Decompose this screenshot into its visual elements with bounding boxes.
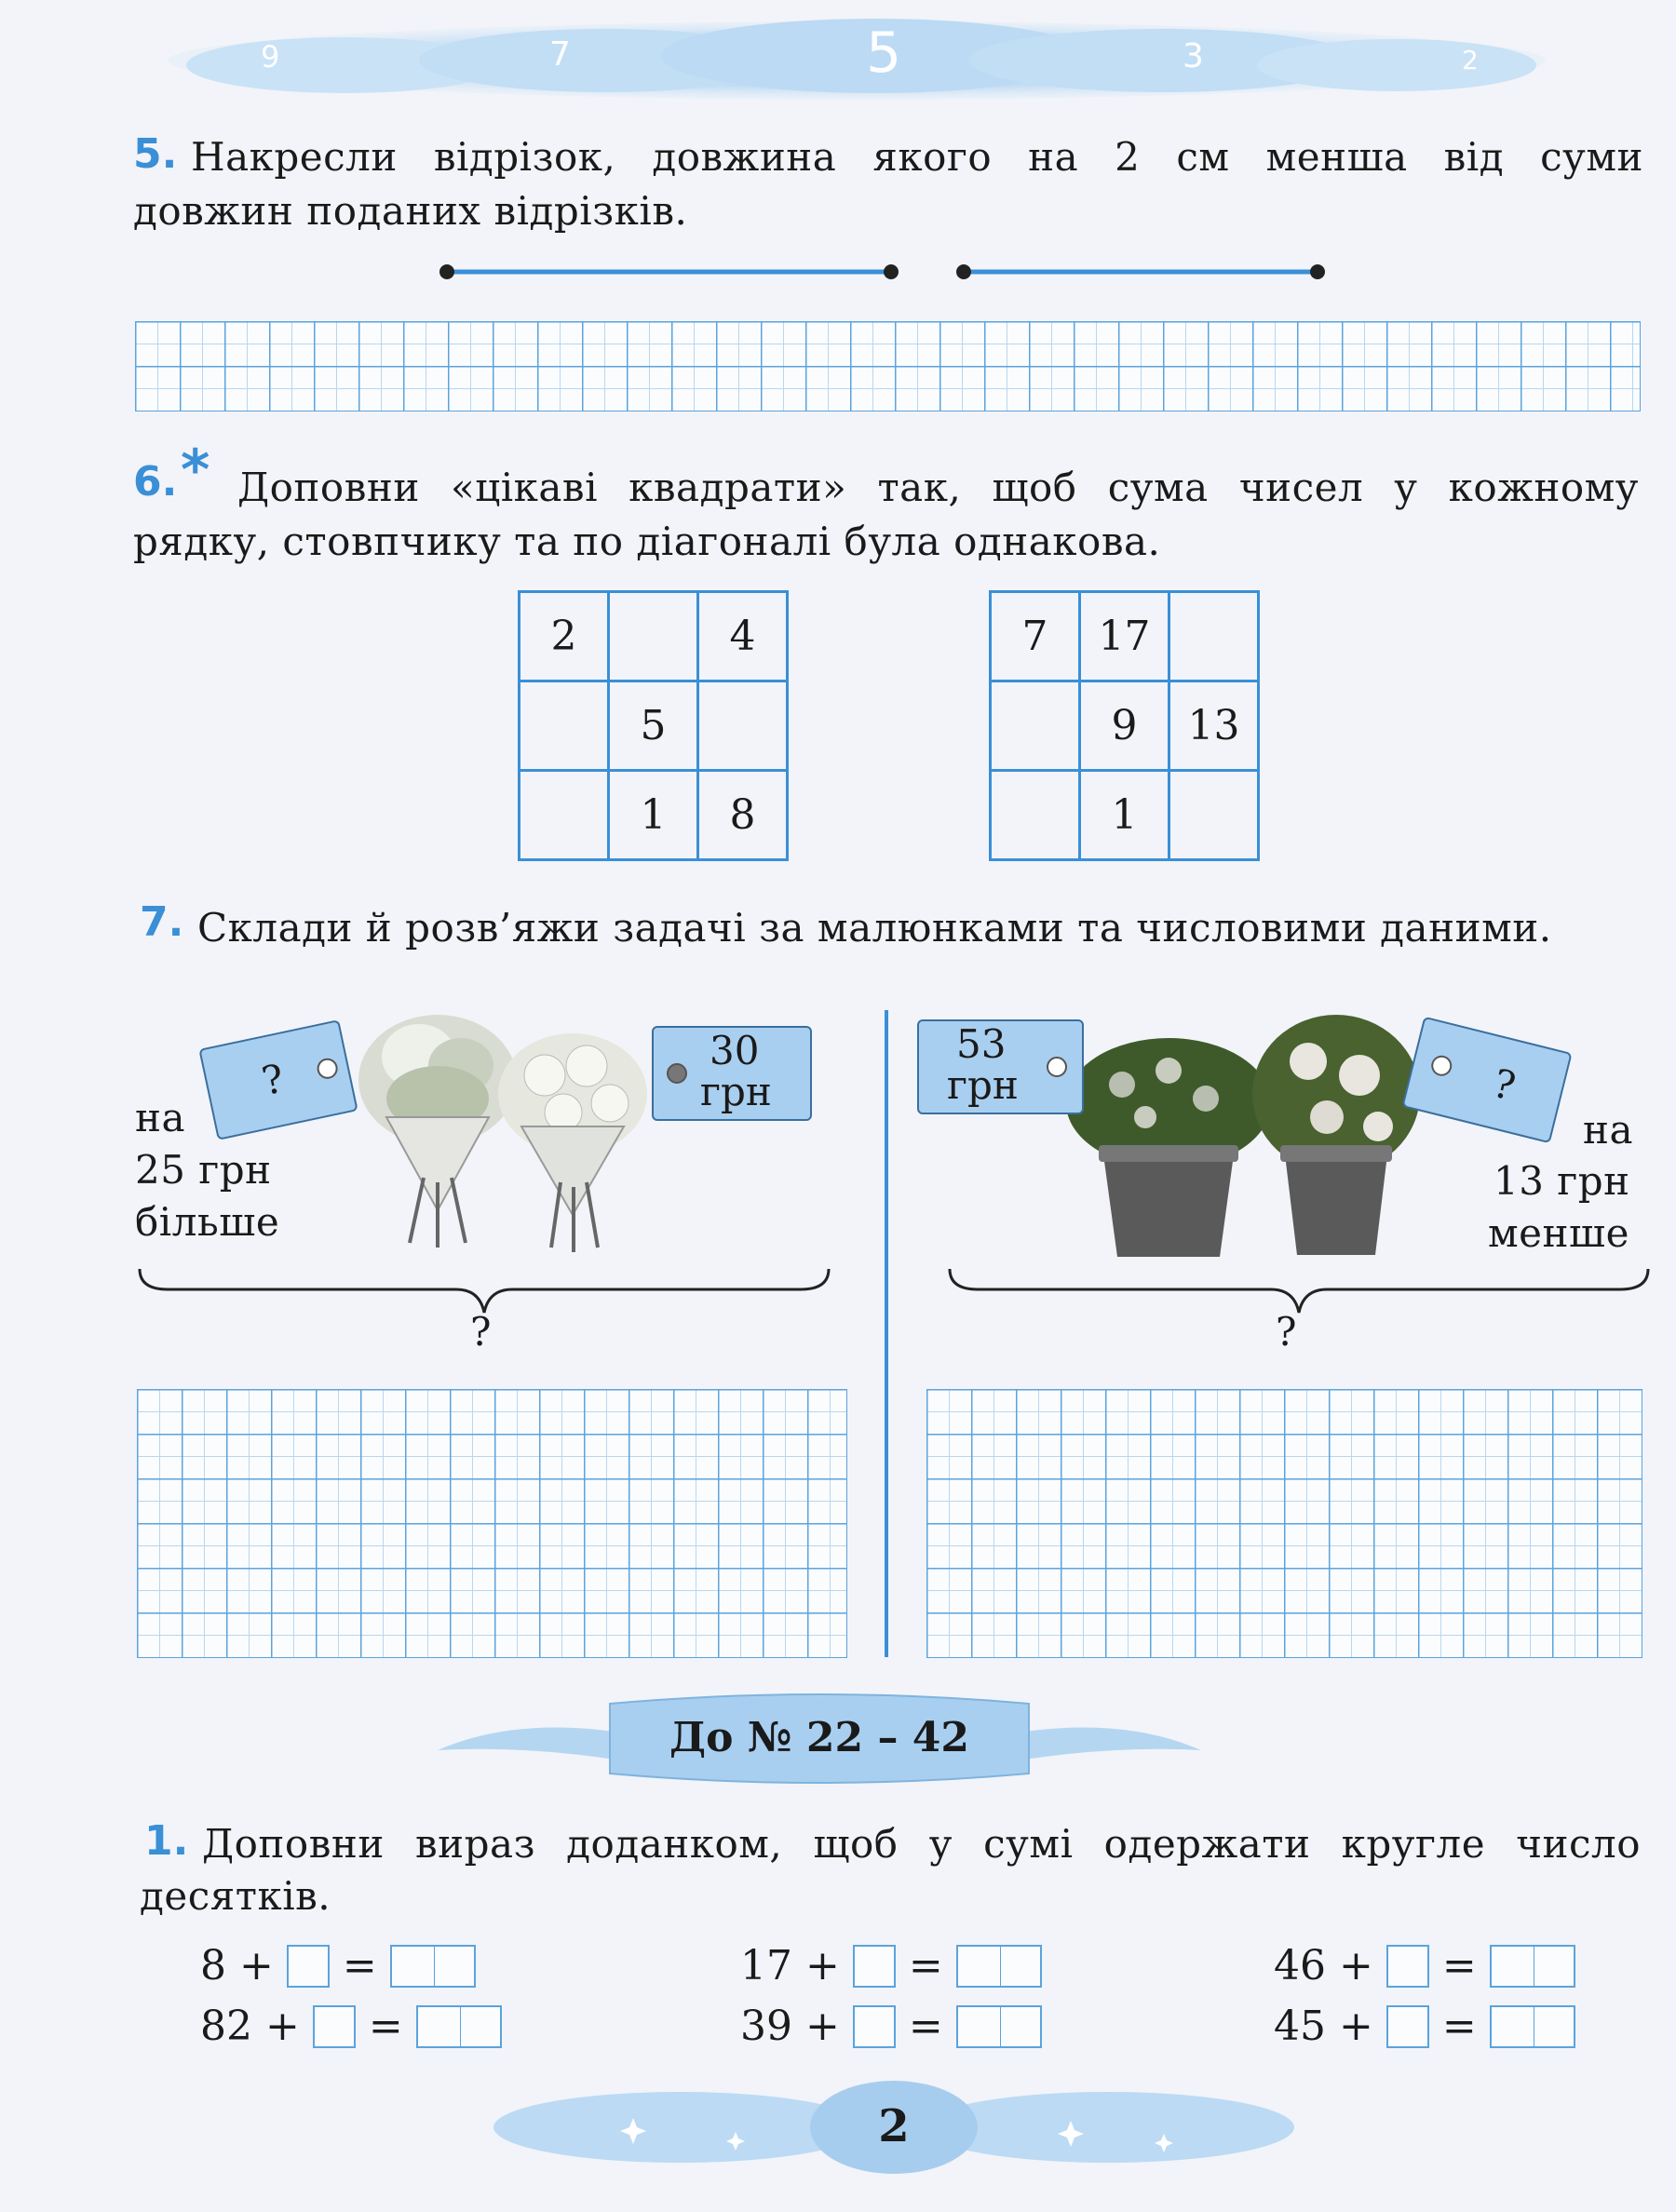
expression-6-eq: = [1441,2003,1477,2050]
magic2-cell[interactable]: 1 [1080,771,1169,860]
addend-box[interactable] [853,2005,896,2048]
header-digit-2: 7 [549,35,571,74]
magic2-cell[interactable]: 9 [1080,681,1169,771]
sum-box[interactable] [390,1945,476,1988]
left-answer-grid[interactable] [137,1389,847,1658]
expression-2 [740,1939,1042,1989]
expression-5-eq: = [908,2003,943,2050]
bouquet-2 [498,1033,647,1252]
magic-square-2 [989,590,1260,861]
expression-4-eq: = [368,2003,403,2050]
expression-6-term: 45 + [1274,2003,1373,2050]
price-tag-53-line2: грн [947,1062,1019,1108]
task6-star: * [181,438,210,503]
potted-plant-1 [1066,1038,1271,1257]
magic2-cell[interactable]: 13 [1169,681,1259,771]
bouquet-illustration [345,978,661,1257]
price-tag-53-line1: 53 [956,1021,1007,1067]
right-note-line2: 13 грн [1494,1158,1630,1204]
price-tag-30-line2: грн [700,1069,772,1114]
sum-box[interactable] [956,1945,1042,1988]
price-tag-unknown-left [198,1019,358,1140]
header-digit-5: 2 [1462,45,1479,75]
task7-divider [885,1010,888,1657]
header-digit-1: 9 [261,39,280,74]
sum-box[interactable] [956,2005,1042,2048]
segment-1-end [884,264,899,279]
magic1-cell[interactable]: 5 [609,681,698,771]
magic1-cell[interactable]: 8 [698,771,788,860]
addend-box[interactable] [313,2005,356,2048]
addend-box[interactable] [1386,2005,1429,2048]
task1-text-line1: Доповни вираз доданком, щоб у сумі одержати кругле число [202,1821,1641,1867]
potted-flowers-illustration [1048,996,1420,1261]
segment-1-start [439,264,454,279]
expression-1-term: 8 + [200,1942,274,1989]
header-digit-4: 3 [1183,37,1204,75]
right-brace-label: ? [1276,1309,1298,1355]
magic2-cell[interactable] [1169,592,1259,681]
segment-2-end [1310,264,1325,279]
task5-answer-grid[interactable] [135,321,1641,411]
addend-box[interactable] [287,1945,330,1988]
right-note-line1: на [1583,1107,1634,1153]
task5-text-line1: Накресли відрізок, довжина якого на 2 см менша від суми [191,134,1643,180]
price-tag-unknown-right [1401,1017,1572,1144]
task1-number: 1. [144,1817,189,1865]
expression-5 [740,2000,1042,2050]
tag-hole [1429,1053,1454,1078]
right-brace [940,1261,1657,1317]
task6-number: 6. [133,458,178,506]
task6-text-line1: Доповни «цікаві квадрати» так, щоб сума чисел у кожному [237,465,1639,510]
header-cloud [158,9,1555,112]
magic1-cell[interactable] [520,681,609,771]
magic2-cell[interactable]: 7 [991,592,1080,681]
banner-text: До № 22 – 42 [669,1714,970,1761]
task7-number: 7. [140,898,184,946]
header-digit-3: 5 [866,20,902,86]
task7-text: Склади й розв’яжи задачі за малюнками та числовими даними. [197,905,1552,951]
addend-box[interactable] [1386,1945,1429,1988]
expression-1 [200,1939,476,1989]
expression-4 [200,2000,502,2050]
magic2-cell[interactable] [991,681,1080,771]
price-tag-30 [652,1026,812,1121]
segment-2-start [956,264,971,279]
section-banner [428,1680,1210,1797]
magic2-cell[interactable] [991,771,1080,860]
magic1-cell[interactable]: 2 [520,592,609,681]
magic-square-1 [518,590,789,861]
potted-plant-2 [1252,1015,1420,1255]
expression-6 [1274,2000,1575,2050]
expression-4-term: 82 + [200,2003,300,2050]
left-note-line2: 25 грн [135,1147,272,1193]
right-answer-grid[interactable] [926,1389,1642,1658]
magic1-cell[interactable] [520,771,609,860]
task1-text-line2: десятків. [140,1873,331,1919]
magic2-cell[interactable] [1169,771,1259,860]
sum-box[interactable] [416,2005,502,2048]
magic1-cell[interactable] [698,681,788,771]
expression-3-term: 46 + [1274,1942,1373,1989]
header-cloud-shape [158,9,1555,112]
sum-box[interactable] [1490,2005,1575,2048]
page-number: 2 [878,2100,910,2152]
left-brace-label: ? [470,1309,493,1355]
task5-number: 5. [133,130,178,178]
right-note-line3: менше [1488,1210,1629,1256]
left-note-line1: на [135,1095,186,1140]
footer-cloud [493,2067,1294,2188]
left-note-line3: більше [135,1199,280,1245]
price-tag-unknown-right-text: ? [1488,1059,1521,1110]
addend-box[interactable] [853,1945,896,1988]
expression-2-eq: = [908,1942,943,1989]
magic1-cell[interactable]: 4 [698,592,788,681]
magic1-cell[interactable] [609,592,698,681]
expression-2-term: 17 + [740,1942,840,1989]
tag-hole [1047,1057,1067,1077]
segments [428,251,1331,289]
task6-text-line2: рядку, стовпчику та по діагоналі була однакова. [133,519,1161,564]
task5-text-line2: довжин поданих відрізків. [133,188,688,234]
price-tag-53 [917,1019,1084,1114]
tag-hole [667,1063,687,1084]
expression-3 [1274,1939,1575,1989]
expression-5-term: 39 + [740,2003,840,2050]
magic1-cell[interactable]: 1 [609,771,698,860]
price-tag-30-line1: 30 [710,1028,760,1073]
expression-1-eq: = [342,1942,377,1989]
price-tag-unknown-left-text: ? [257,1055,289,1105]
sum-box[interactable] [1490,1945,1575,1988]
expression-3-eq: = [1441,1942,1477,1989]
magic2-cell[interactable]: 17 [1080,592,1169,681]
bouquet-1 [358,1015,517,1248]
tag-hole [316,1057,340,1081]
